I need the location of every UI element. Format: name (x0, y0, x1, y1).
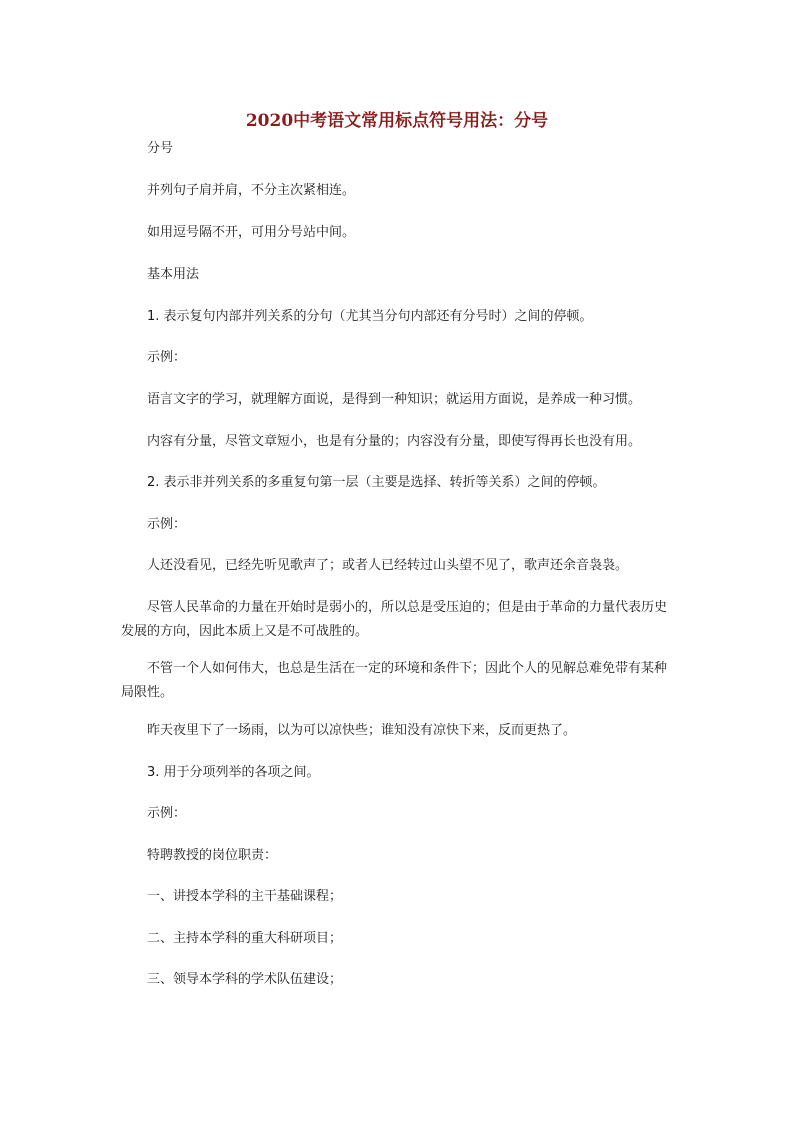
paragraph: 人还没看见，已经先听见歌声了；或者人已经转过山头望不见了，歌声还余音袅袅。 (147, 558, 629, 573)
paragraph: 不管一个人如何伟大，也总是生活在一定的环境和条件下；因此个人的见解总难免带有某种局限性。 (121, 661, 668, 700)
paragraph: 尽管人民革命的力量在开始时是弱小的，所以总是受压迫的；但是由于革命的力量代表历史发展的方向，因此本质上又是不可战胜的。 (121, 600, 668, 639)
paragraph: 示例： (147, 350, 187, 365)
paragraph: 2. 表示非并列关系的多重复句第一层（主要是选择、转折等关系）之间的停顿。 (147, 475, 606, 490)
paragraph: 如用逗号隔不开，可用分号站中间。 (147, 225, 356, 240)
paragraph: 昨天夜里下了一场雨，以为可以凉快些；谁知没有凉快下来，反而更热了。 (147, 723, 577, 738)
paragraph: 示例： (147, 806, 187, 821)
page-title: 2020中考语文常用标点符号用法：分号 (245, 111, 549, 131)
section-heading: 基本用法 (147, 267, 200, 282)
paragraph: 示例： (147, 517, 187, 532)
paragraph: 并列句子肩并肩，不分主次紧相连。 (147, 183, 356, 198)
list-item: 一、讲授本学科的主干基础课程； (147, 889, 343, 904)
paragraph: 1. 表示复句内部并列关系的分句（尤其当分句内部还有分号时）之间的停顿。 (147, 309, 593, 324)
list-item: 二、主持本学科的重大科研项目； (147, 931, 343, 946)
paragraph: 3. 用于分项列举的各项之间。 (147, 765, 320, 780)
list-item: 三、领导本学科的学术队伍建设； (147, 972, 343, 987)
paragraph: 内容有分量，尽管文章短小，也是有分量的；内容没有分量，即使写得再长也没有用。 (147, 434, 642, 449)
paragraph: 特聘教授的岗位职责： (147, 848, 278, 863)
paragraph: 语言文字的学习，就理解方面说，是得到一种知识；就运用方面说，是养成一种习惯。 (147, 392, 642, 407)
paragraph: 分号 (147, 141, 174, 156)
